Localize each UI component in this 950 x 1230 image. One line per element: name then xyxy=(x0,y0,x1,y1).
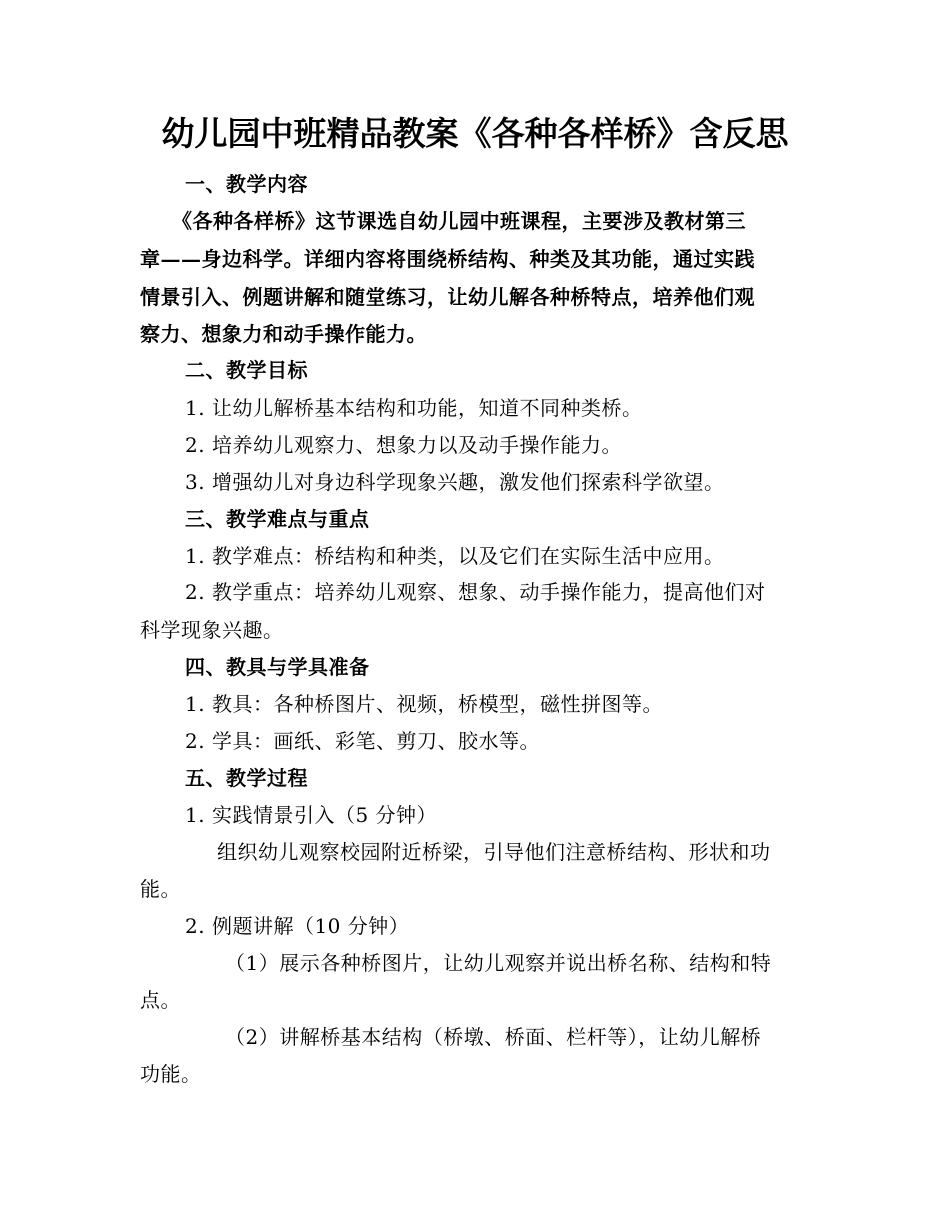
process-substep-continued: 功能。 xyxy=(140,1062,202,1086)
goal-item: 1. 让幼儿解桥基本结构和功能，知道不同种类桥。 xyxy=(185,396,643,420)
key-point-item-continued: 科学现象兴趣。 xyxy=(140,618,284,642)
process-substep-continued: 点。 xyxy=(140,988,181,1012)
process-step-description: 组织幼儿观察校园附近桥梁，引导他们注意桥结构、形状和功 xyxy=(217,840,771,864)
content-paragraph-line: 《各种各样桥》这节课选自幼儿园中班课程，主要涉及教材第三 xyxy=(172,209,746,233)
section-heading-content: 一、教学内容 xyxy=(185,172,308,196)
materials-item: 2. 学具：画纸、彩笔、剪刀、胶水等。 xyxy=(185,729,540,753)
goal-item: 2. 培养幼儿观察力、想象力以及动手操作能力。 xyxy=(185,433,622,457)
content-paragraph-line: 察力、想象力和动手操作能力。 xyxy=(140,322,427,346)
goal-item: 3. 增强幼儿对身边科学现象兴趣，激发他们探索科学欲望。 xyxy=(185,470,725,494)
materials-item: 1. 教具：各种桥图片、视频，桥模型，磁性拼图等。 xyxy=(185,692,663,716)
process-substep: （2）讲解桥基本结构（桥墩、桥面、栏杆等），让幼儿解桥 xyxy=(225,1025,762,1049)
section-heading-materials: 四、教具与学具准备 xyxy=(185,655,370,679)
difficulty-item: 1. 教学难点：桥结构和种类，以及它们在实际生活中应用。 xyxy=(185,544,725,568)
process-step-description-continued: 能。 xyxy=(140,877,181,901)
section-heading-process: 五、教学过程 xyxy=(185,766,308,790)
key-point-item: 2. 教学重点：培养幼儿观察、想象、动手操作能力，提高他们对 xyxy=(185,580,766,604)
content-paragraph-line: 章——身边科学。详细内容将围绕桥结构、种类及其功能，通过实践 xyxy=(140,247,755,271)
section-heading-goals: 二、教学目标 xyxy=(185,358,308,382)
process-step: 2. 例题讲解（10 分钟） xyxy=(185,914,410,938)
content-paragraph-line: 情景引入、例题讲解和随堂练习，让幼儿解各种桥特点，培养他们观 xyxy=(140,285,755,309)
section-heading-difficulties: 三、教学难点与重点 xyxy=(185,507,370,531)
process-step: 1. 实践情景引入（5 分钟） xyxy=(185,803,438,827)
document-title: 幼儿园中班精品教案《各种各样桥》含反思 xyxy=(161,114,789,153)
process-substep: （1）展示各种桥图片，让幼儿观察并说出桥名称、结构和特 xyxy=(225,951,772,975)
